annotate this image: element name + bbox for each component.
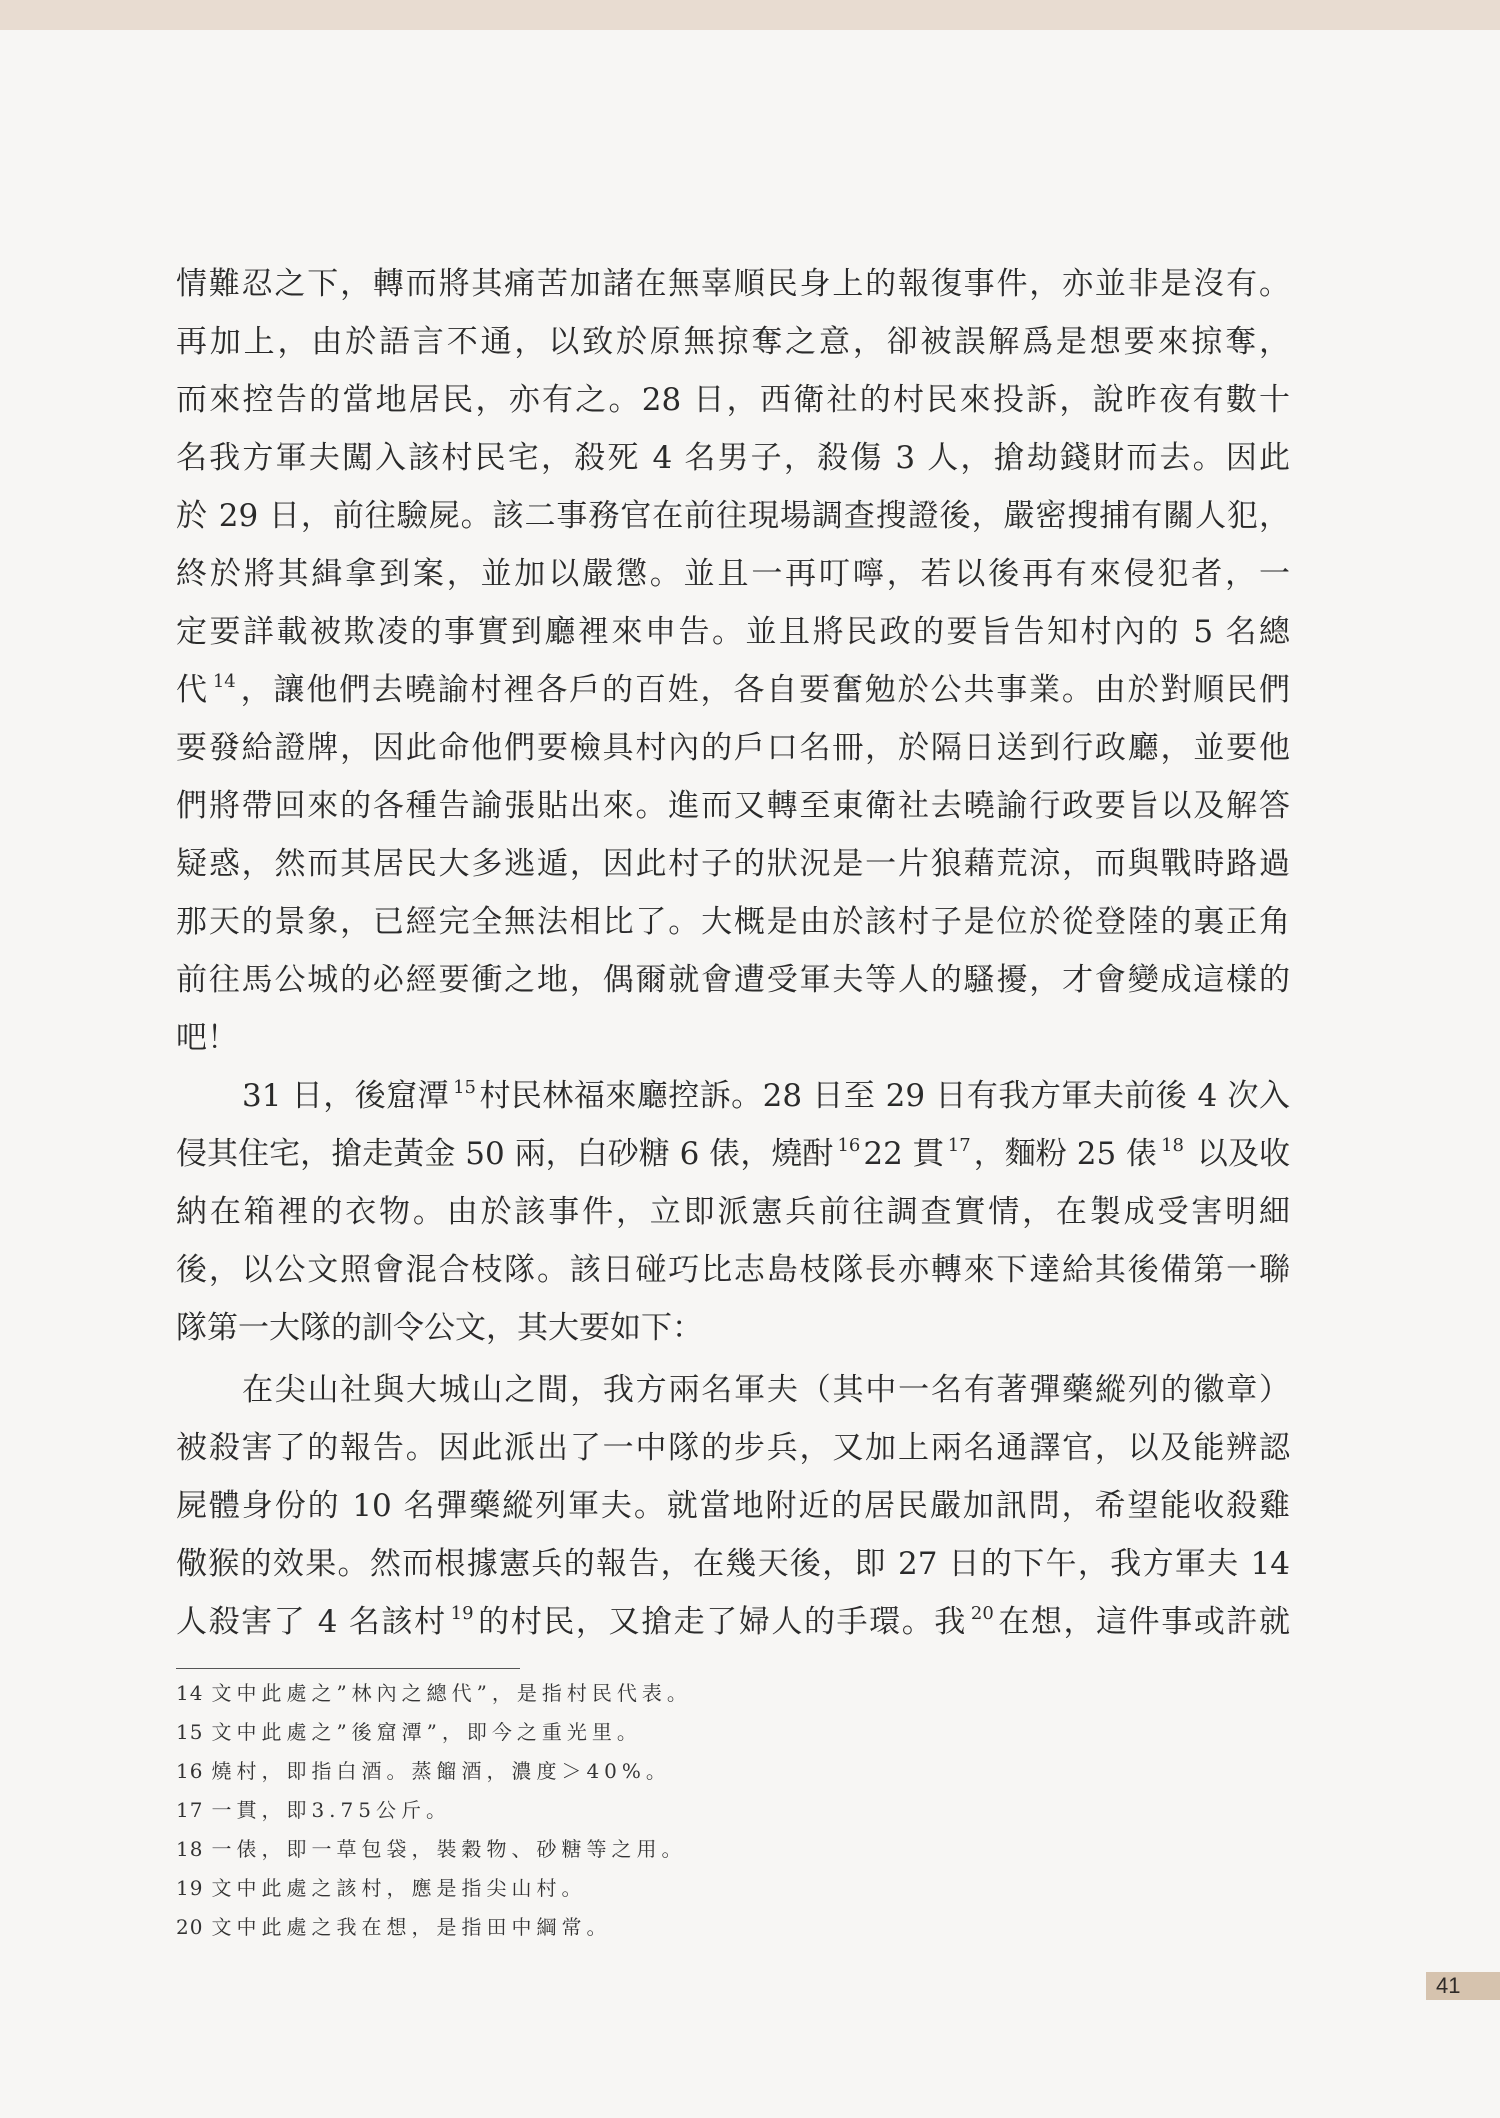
footnote-number: 19	[176, 1876, 204, 1900]
text-segment: 的村民，又搶走了婦人的手環。我	[476, 1604, 967, 1640]
text-segment: ，麵粉 25 俵	[973, 1136, 1158, 1172]
footnote-ref: 20	[970, 1603, 994, 1624]
text-line: 隊第一大隊的訓令公文，其大要如下：	[176, 1310, 703, 1346]
body-text	[176, 255, 1290, 1651]
paragraph	[176, 1361, 1290, 1651]
text-line	[176, 1125, 1290, 1183]
text-line: 再加上，由於語言不通，以致於原無掠奪之意，卻被誤解爲是想要來掠奪，	[176, 324, 1290, 360]
text-segment: 在想，這件事或許就	[996, 1604, 1291, 1640]
text-segment: 代	[176, 672, 209, 708]
paragraph	[176, 255, 1290, 1067]
text-line	[176, 1593, 1290, 1651]
footnote	[176, 1830, 1076, 1869]
footnote	[176, 1752, 1076, 1791]
text-line: 疑惑，然而其居民大多逃遁，因此村子的狀況是一片狼藉荒涼，而與戰時路過	[176, 846, 1290, 882]
footnote-text: 一俵，即一草包袋，裝穀物、砂糖等之用。	[211, 1837, 687, 1861]
footnote	[176, 1713, 1076, 1752]
footnote-text: 燒村，即指白酒。蒸餾酒，濃度＞40%。	[211, 1759, 671, 1783]
text-line: 被殺害了的報告。因此派出了一中隊的步兵，又加上兩名通譯官，以及能辨認	[176, 1430, 1290, 1466]
text-line: 屍體身份的 10 名彈藥縱列軍夫。就當地附近的居民嚴加訊問，希望能收殺雞	[176, 1488, 1290, 1524]
footnotes	[176, 1674, 1076, 1947]
text-line: 終於將其緝拿到案，並加以嚴懲。並且一再叮嚀，若以後再有來侵犯者，一	[176, 556, 1290, 592]
text-line: 於 29 日，前往驗屍。該二事務官在前往現場調查搜證後，嚴密搜捕有關人犯，	[176, 498, 1290, 534]
text-line: 要發給證牌，因此命他們要檢具村內的戶口名冊，於隔日送到行政廳，並要他	[176, 730, 1290, 766]
text-segment: 22 貫	[863, 1136, 944, 1172]
text-segment: 侵其住宅，搶走黃金 50 兩，白砂糖 6 俵，燒酎	[176, 1136, 834, 1172]
footnote-ref: 17	[947, 1135, 971, 1156]
text-segment: 31 日，後窟潭	[242, 1078, 450, 1114]
footnote-ref: 15	[453, 1077, 476, 1098]
footnote	[176, 1869, 1076, 1908]
footnote	[176, 1791, 1076, 1830]
text-line: 情難忍之下，轉而將其痛苦加諸在無辜順民身上的報復事件，亦並非是沒有。	[176, 266, 1290, 302]
footnote-text: 文中此處之”後窟潭”，即今之重光里。	[211, 1720, 642, 1744]
text-line: 在尖山社與大城山之間，我方兩名軍夫（其中一名有著彈藥縱列的徽章）	[242, 1372, 1290, 1408]
text-line: 儆猴的效果。然而根據憲兵的報告，在幾天後，即 27 日的下午，我方軍夫 14	[176, 1546, 1290, 1582]
footnote-ref: 19	[450, 1603, 474, 1624]
text-line: 那天的景象，已經完全無法相比了。大概是由於該村子是位於從登陸的裏正角	[176, 904, 1290, 940]
text-line: 名我方軍夫闖入該村民宅，殺死 4 名男子，殺傷 3 人，搶劫錢財而去。因此	[176, 440, 1290, 476]
text-segment: 人殺害了 4 名該村	[176, 1604, 447, 1640]
text-line	[176, 1067, 1290, 1125]
footnote-number: 16	[176, 1759, 204, 1783]
footnote-text: 一貫，即3.75公斤。	[211, 1798, 451, 1822]
footnote-number: 18	[176, 1837, 204, 1861]
page-number-tab	[1426, 1972, 1500, 2000]
text-line: 後，以公文照會混合枝隊。該日碰巧比志島枝隊長亦轉來下達給其後備第一聯	[176, 1252, 1290, 1288]
text-segment: 以及收	[1187, 1136, 1290, 1172]
footnote-number: 15	[176, 1720, 204, 1744]
text-line: 納在箱裡的衣物。由於該事件，立即派憲兵前往調查實情，在製成受害明細	[176, 1194, 1290, 1230]
text-line: 吧！	[176, 1020, 238, 1056]
footnote-number: 17	[176, 1798, 204, 1822]
footnote-ref: 14	[212, 671, 236, 692]
footnote	[176, 1674, 1076, 1713]
footnote-text: 文中此處之該村，應是指尖山村。	[211, 1876, 587, 1900]
footnote-ref: 18	[1161, 1135, 1185, 1156]
footnote-text: 文中此處之我在想，是指田中綱常。	[211, 1915, 612, 1939]
text-line: 們將帶回來的各種告諭張貼出來。進而又轉至東衛社去曉諭行政要旨以及解答	[176, 788, 1290, 824]
text-line: 而來控告的當地居民，亦有之。28 日，西衛社的村民來投訴，說昨夜有數十	[176, 382, 1290, 418]
footnote-text: 文中此處之”林內之總代”，是指村民代表。	[211, 1681, 692, 1705]
text-segment: ，讓他們去曉諭村裡各戶的百姓，各自要奮勉於公共事業。由於對順民們	[238, 672, 1291, 708]
text-segment: 村民林福來廳控訴。28 日至 29 日有我方軍夫前後 4 次入	[479, 1078, 1290, 1114]
text-line	[176, 661, 1290, 719]
top-band	[0, 0, 1500, 30]
footnote-divider	[176, 1668, 520, 1669]
footnote	[176, 1908, 1076, 1947]
paragraph	[176, 1067, 1290, 1357]
page-number: 41	[1436, 1973, 1461, 1998]
text-line: 前往馬公城的必經要衝之地，偶爾就會遭受軍夫等人的騷擾，才會變成這樣的	[176, 962, 1290, 998]
footnote-number: 14	[176, 1681, 204, 1705]
footnote-ref: 16	[837, 1135, 861, 1156]
footnote-number: 20	[176, 1915, 204, 1939]
text-line: 定要詳載被欺凌的事實到廳裡來申告。並且將民政的要旨告知村內的 5 名總	[176, 614, 1290, 650]
